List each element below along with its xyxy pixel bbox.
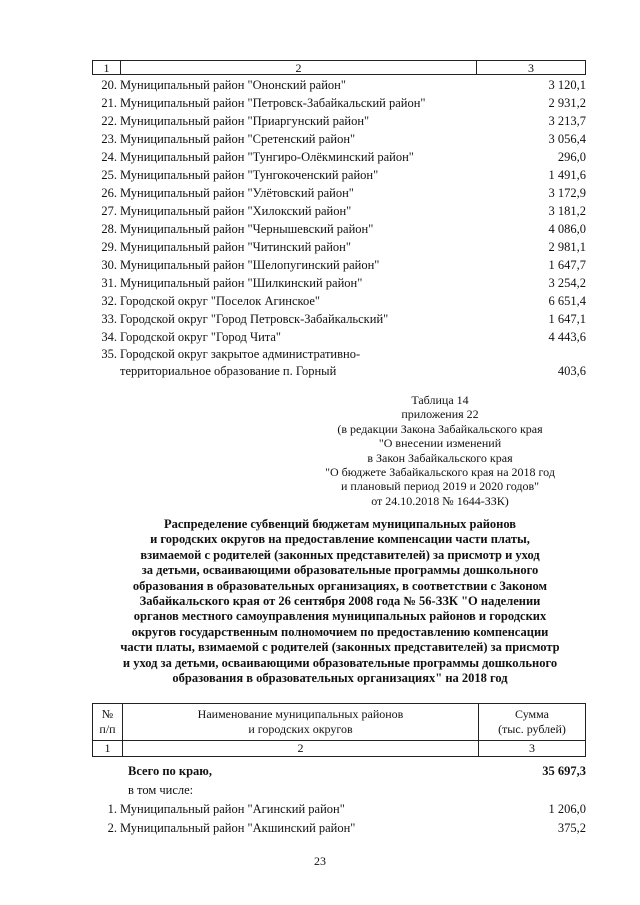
table-row	[92, 112, 586, 130]
title-line: и городских округов на предоставление компенсации части платы,	[150, 532, 530, 547]
table-row	[92, 819, 586, 838]
row-value: 3 172,9	[548, 186, 586, 200]
title-line: части платы, взимаемой с родителей (законных представителей) за присмотр	[120, 640, 560, 655]
continued-table-body	[92, 76, 586, 380]
table-14-column-numbers	[92, 741, 586, 757]
table-row	[92, 76, 586, 94]
row-number: 20.	[101, 78, 117, 92]
note-line: Таблица 14	[411, 393, 469, 407]
col-name-header-line-1: Наименование муниципальных районов	[197, 707, 404, 721]
table-14-header	[92, 703, 586, 757]
row-number: 24.	[101, 150, 117, 164]
row-number: 1.	[107, 802, 117, 816]
table-row	[92, 148, 586, 166]
table-row	[92, 184, 586, 202]
total-spacer	[92, 762, 120, 781]
row-value: 1 491,6	[548, 168, 586, 182]
note-line: приложения 22	[401, 407, 479, 422]
row-name: Муниципальный район "Шелопугинский район"	[120, 258, 380, 272]
row-value: 4 086,0	[548, 222, 586, 236]
col-number-header	[93, 704, 123, 740]
table-note	[300, 393, 580, 508]
header-col-2: 2	[121, 61, 477, 74]
table-row	[92, 130, 586, 148]
row-number: 31.	[101, 276, 117, 290]
row-value: 2 931,2	[548, 96, 586, 110]
title-line: Распределение субвенций бюджетам муниципальных районов	[163, 517, 517, 531]
col-name-header	[123, 704, 479, 740]
table-row	[92, 166, 586, 184]
row-number: 21.	[101, 96, 117, 110]
row-name: Муниципальный район "Акшинский район"	[120, 821, 356, 835]
table-row	[92, 256, 586, 274]
row-value: 1 647,7	[548, 258, 586, 272]
row-number: 29.	[101, 240, 117, 254]
row-number: 23.	[101, 132, 117, 146]
row-name: Муниципальный район "Хилокский район"	[120, 204, 352, 218]
row-number: 34.	[101, 330, 117, 344]
table-row	[92, 220, 586, 238]
row-value: 375,2	[557, 821, 586, 835]
title-line: за детьми, осваивающими образовательные программы дошкольного	[141, 563, 539, 578]
table-row	[92, 274, 586, 292]
row-number: 25.	[101, 168, 117, 182]
table-row	[92, 328, 586, 346]
col-number-index: 1	[93, 741, 123, 756]
row-name: Муниципальный район "Петровск-Забайкальский район"	[120, 96, 426, 110]
row-name: Городской округ "Город Чита"	[120, 330, 282, 344]
col-number-header-line-2: п/п	[99, 722, 116, 736]
row-name: Муниципальный район "Сретенский район"	[120, 132, 356, 146]
section-title	[100, 517, 580, 686]
title-line: образования в образовательных организациях, в соответствии с Законом	[132, 578, 548, 593]
note-line: (в редакции Закона Забайкальского края	[337, 421, 543, 436]
table-row	[92, 238, 586, 256]
row-name: Муниципальный район "Тунгокоченский район"	[120, 168, 379, 182]
continued-table-header	[92, 60, 586, 75]
title-line: округов государственным полномочием по предоставлению компенсации	[131, 624, 549, 639]
row-value: 296,0	[557, 150, 586, 164]
row-value: 6 651,4	[548, 294, 586, 308]
note-line: и плановый период 2019 и 2020 годов"	[340, 479, 540, 494]
row-number: 33.	[101, 312, 117, 326]
row-number: 35.	[101, 347, 117, 361]
table-row	[92, 346, 586, 380]
table-row	[92, 800, 586, 819]
header-col-3: 3	[528, 61, 534, 75]
row-name-line-2: территориальное образование п. Горный	[120, 364, 337, 378]
row-name: Муниципальный район "Приаргунский район"	[120, 114, 370, 128]
note-line: "О бюджете Забайкальского края на 2018 год	[325, 465, 555, 480]
row-name	[120, 346, 496, 380]
table-row	[92, 94, 586, 112]
row-name: Муниципальный район "Читинский район"	[120, 240, 351, 254]
col-sum-header-line-2: (тыс. рублей)	[498, 722, 566, 736]
note-line: в Закон Забайкальского края	[367, 450, 513, 465]
table-row	[92, 292, 586, 310]
row-number: 22.	[101, 114, 117, 128]
row-name: Муниципальный район "Агинский район"	[120, 802, 345, 816]
title-line: Забайкальского края от 26 сентября 2008 года № 56-ЗЗК "О наделении	[139, 594, 541, 609]
including-row	[92, 781, 586, 800]
including-label: в том числе:	[128, 783, 194, 797]
row-number: 30.	[101, 258, 117, 272]
page-number: 23	[314, 854, 326, 868]
col-sum-index: 3	[529, 741, 535, 755]
table-row	[92, 202, 586, 220]
col-sum-header	[479, 704, 585, 740]
row-name: Муниципальный район "Улётовский район"	[120, 186, 354, 200]
col-sum-header-line-1: Сумма	[515, 707, 549, 721]
row-name: Городской округ "Поселок Агинское"	[120, 294, 321, 308]
table-14-body	[92, 762, 586, 838]
row-name-line-1: Городской округ закрытое административно-	[120, 347, 361, 361]
row-value: 3 213,7	[548, 114, 586, 128]
table-row	[92, 310, 586, 328]
row-number: 28.	[101, 222, 117, 236]
table-14-column-headers	[92, 703, 586, 741]
total-row	[92, 762, 586, 781]
note-line: "О внесении изменений	[378, 436, 502, 451]
including-spacer	[92, 781, 120, 800]
row-value: 3 056,4	[548, 132, 586, 146]
title-line: взимаемой с родителей (законных представителей) за присмотр и уход	[140, 547, 540, 562]
row-value: 3 254,2	[548, 276, 586, 290]
row-number: 27.	[101, 204, 117, 218]
col-number-header-line-1: №	[101, 707, 114, 721]
row-value: 3 181,2	[548, 204, 586, 218]
row-value: 403,6	[557, 364, 586, 378]
col-name-index: 2	[123, 741, 479, 756]
row-name: Городской округ "Город Петровск-Забайкальский"	[120, 312, 389, 326]
row-value: 2 981,1	[548, 240, 586, 254]
row-number: 32.	[101, 294, 117, 308]
row-value: 3 120,1	[548, 78, 586, 92]
title-line: органов местного самоуправления муниципальных районов и городских	[133, 609, 547, 624]
row-name: Муниципальный район "Ононский район"	[120, 78, 346, 92]
total-value: 35 697,3	[542, 764, 586, 778]
row-number: 26.	[101, 186, 117, 200]
title-line: образования в образовательных организациях" на 2018 год	[172, 671, 508, 686]
row-value: 4 443,6	[548, 330, 586, 344]
row-value: 1 647,1	[548, 312, 586, 326]
note-line: от 24.10.2018 № 1644-ЗЗК)	[371, 493, 509, 508]
row-name: Муниципальный район "Шилкинский район"	[120, 276, 363, 290]
title-line: и уход за детьми, осваивающими образовательные программы дошкольного	[122, 655, 558, 670]
row-name: Муниципальный район "Тунгиро-Олёкминский район"	[120, 150, 414, 164]
row-number: 2.	[107, 821, 117, 835]
total-label: Всего по краю,	[128, 764, 212, 778]
header-col-1: 1	[93, 61, 121, 74]
row-value: 1 206,0	[548, 802, 586, 816]
row-name: Муниципальный район "Чернышевский район"	[120, 222, 374, 236]
col-name-header-line-2: и городских округов	[248, 722, 353, 736]
